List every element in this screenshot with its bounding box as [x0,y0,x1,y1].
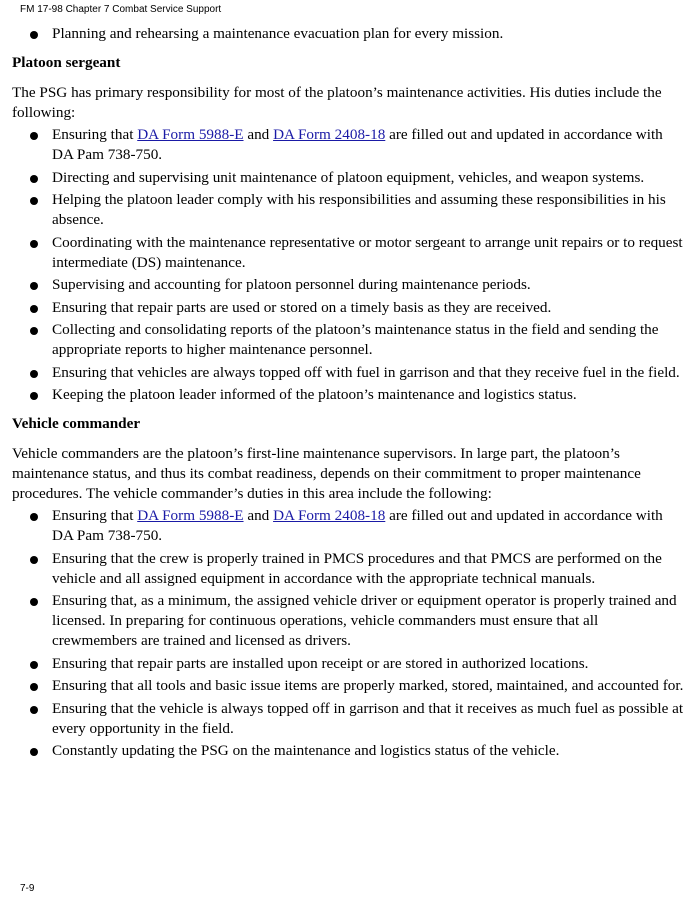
vc-duties-list [12,506,684,761]
list-item: Coordinating with the maintenance representative or motor sergeant to arrange unit repairs or to request intermediate (DS) maintenance. [12,233,684,273]
bullet-icon [30,175,38,183]
link-da-form-5988e[interactable]: DA Form 5988-E [137,507,244,524]
link-da-form-2408-18[interactable]: DA Form 2408-18 [273,126,386,143]
list-item: Supervising and accounting for platoon personnel during maintenance periods. [12,275,684,295]
bullet-icon [30,31,38,39]
list-item: Helping the platoon leader comply with his responsibilities and assuming these responsibilities in his absence. [12,190,684,230]
list-item: Ensuring that the vehicle is always topped off in garrison and that it receives as much fuel as possible at every opportunity in the field. [12,699,684,739]
list-item: Ensuring that repair parts are installed upon receipt or are stored in authorized locations. [12,654,684,674]
bullet-icon [30,706,38,714]
vc-paragraph: Vehicle commanders are the platoon’s first-line maintenance supervisors. In large part, the platoon’s maintenance status, and thus its combat readiness, depends on their commitment to proper maintenance procedures. The vehicle commander’s duties in this area include the following: [12,445,641,502]
list-item: Ensuring that all tools and basic issue items are properly marked, stored, maintained, and accounted for. [12,676,684,696]
bullet-icon [30,240,38,248]
bullet-icon [30,327,38,335]
section-heading-vehicle-commander: Vehicle commander [12,415,141,432]
bullet-icon [30,598,38,606]
bullet-icon [30,132,38,140]
section-heading-platoon-sergeant: Platoon sergeant [12,54,121,71]
list-item: Directing and supervising unit maintenance of platoon equipment, vehicles, and weapon systems. [12,168,684,188]
link-da-form-2408-18[interactable]: DA Form 2408-18 [273,507,386,524]
bullet-icon [30,556,38,564]
bullet-icon [30,748,38,756]
list-item: Ensuring that DA Form 5988-E and DA Form 2408-18 are filled out and updated in accordance with DA Pam 738-750. [12,125,684,165]
running-header: FM 17-98 Chapter 7 Combat Service Support [20,4,222,15]
intro-list [12,24,684,44]
document-body [12,24,684,764]
bullet-icon [30,513,38,521]
list-item: Constantly updating the PSG on the maintenance and logistics status of the vehicle. [12,741,684,761]
link-da-form-5988e[interactable]: DA Form 5988-E [137,126,244,143]
psg-paragraph: The PSG has primary responsibility for most of the platoon’s maintenance activities. His duties include the following: [12,84,662,121]
bullet-icon [30,282,38,290]
list-item: Ensuring that, as a minimum, the assigned vehicle driver or equipment operator is properly trained and licensed. In preparing for continuous operations, vehicle commanders must ensure that all crewmembers are trained and licensed as drivers. [12,591,684,651]
bullet-icon [30,370,38,378]
psg-duties-list [12,125,684,405]
list-item: Ensuring that vehicles are always topped off with fuel in garrison and that they receive fuel in the field. [12,363,684,383]
list-item: Keeping the platoon leader informed of the platoon’s maintenance and logistics status. [12,385,684,405]
list-item: Collecting and consolidating reports of the platoon’s maintenance status in the field and sending the appropriate reports to higher maintenance personnel. [12,320,684,360]
bullet-icon [30,683,38,691]
bullet-icon [30,305,38,313]
list-item: Ensuring that the crew is properly trained in PMCS procedures and that PMCS are performed on the vehicle and all assigned equipment in accordance with the appropriate technical manuals. [12,549,684,589]
bullet-icon [30,392,38,400]
list-item: Ensuring that repair parts are used or stored on a timely basis as they are received. [12,298,684,318]
list-item: Planning and rehearsing a maintenance evacuation plan for every mission. [12,24,684,44]
bullet-icon [30,197,38,205]
page-number: 7-9 [20,883,35,894]
bullet-icon [30,661,38,669]
list-item: Ensuring that DA Form 5988-E and DA Form 2408-18 are filled out and updated in accordance with DA Pam 738-750. [12,506,684,546]
